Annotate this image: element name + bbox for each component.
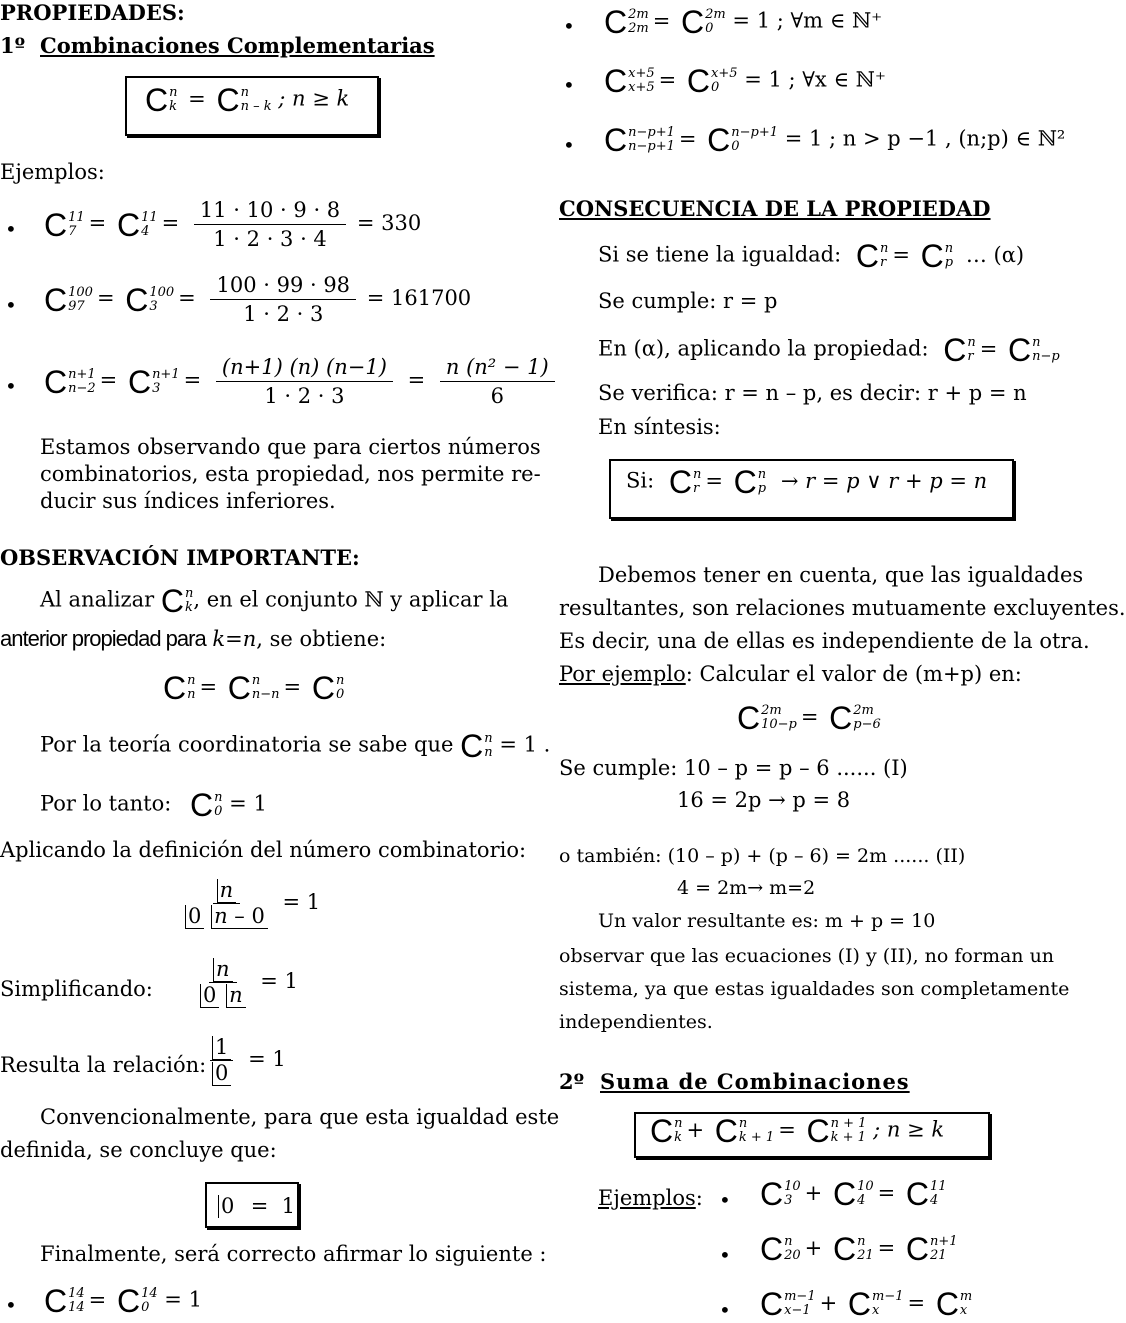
simplificando-label: Simplificando:: [0, 977, 153, 1001]
factorial-definition: $\frac{n}{0 n - 0}$ = 1: [185, 878, 320, 929]
bullet: •: [719, 1243, 731, 1267]
solution-line-4: 4 = 2m→ m=2: [677, 877, 816, 899]
example-2: C 100 97 = C 100 3 = $\frac{100 \cdot 99 \cdot 98}{1 \cdot 2 \cdot 3}$ = 161700: [44, 273, 472, 326]
solution-line-1: Se cumple: 10 – p = p – 6 ...... (I): [559, 756, 908, 780]
sum-example-2: C n 20 + C n 21 = C n+1 21: [760, 1231, 958, 1267]
paragraph-line: independientes.: [559, 1011, 713, 1033]
paragraph-line: Es decir, una de ellas es independiente de la otra.: [559, 629, 1090, 653]
example-prompt: Por ejemplo: Calcular el valor de (m+p) en:: [559, 662, 1022, 686]
paragraph-line: Estamos observando que para ciertos números: [40, 435, 541, 459]
convention-line-2: definida, se concluye que:: [0, 1138, 277, 1162]
subsection-1-title: Combinaciones Complementarias: [40, 33, 435, 58]
identity-formula: C n n = C n n−n = C n 0: [163, 670, 345, 706]
bullet: •: [5, 374, 17, 398]
observation-line-2: anterior propiedad para k=n, se obtiene:: [0, 626, 387, 651]
paragraph-line: sistema, ya que estas igualdades son completamente: [559, 978, 1070, 1000]
subsection-2-number: 2º: [559, 1069, 585, 1094]
convention-line-1: Convencionalmente, para que esta igualdad este: [40, 1105, 560, 1129]
example-1: C 11 7 = C 11 4 = $\frac{11 \cdot 10 \cdot 9 \cdot 8}{1 \cdot 2 \cdot 3 \cdot 4}$ = 330: [44, 198, 422, 251]
bullet: •: [563, 73, 575, 97]
subsection-2-title: Suma de Combinaciones: [600, 1069, 910, 1094]
formula-condition: ; n ≥ k: [278, 86, 350, 111]
section-title: PROPIEDADES:: [0, 0, 185, 25]
bullet: •: [563, 14, 575, 38]
right-example-2: C x+5 x+5 = C x+5 0 = 1 ; ∀x ∈ ℕ⁺: [604, 63, 886, 99]
bullet: •: [5, 1293, 17, 1317]
right-example-3: C n−p+1 n−p+1 = C n−p+1 0 = 1 ; n > p −1 , (n;p) ∈ ℕ²: [604, 122, 1066, 158]
subsection-1-number: 1º: [0, 33, 26, 58]
solution-line-2: 16 = 2p → p = 8: [677, 788, 851, 812]
consequence-line-2: Se cumple: r = p: [598, 289, 778, 313]
sum-example-1: C 10 3 + C 10 4 = C 11 4: [760, 1176, 947, 1212]
resulta-label: Resulta la relación:: [0, 1053, 207, 1077]
consequence-line-1: Si se tiene la igualdad: C n r = C n p … (α): [598, 238, 1025, 274]
result-formula: $\frac{1}{0}$ = 1: [210, 1035, 286, 1086]
bullet: •: [719, 1298, 731, 1322]
paragraph-line: ducir sus índices inferiores.: [40, 489, 336, 513]
examples-label: Ejemplos:: [0, 160, 105, 184]
bullet: •: [5, 217, 17, 241]
zero-factorial: 0 = 1: [218, 1194, 295, 1218]
paragraph-line: resultantes, son relaciones mutuamente excluyentes.: [559, 596, 1126, 620]
consequence-line-4: Se verifica: r = n – p, es decir: r + p = n: [598, 381, 1027, 405]
paragraph-line: observar que las ecuaciones (I) y (II), no forman un: [559, 945, 1055, 967]
simplified-formula: $\frac{n}{0 n}$ = 1: [200, 957, 298, 1008]
bullet: •: [563, 133, 575, 157]
right-example-1: C 2m 2m = C 2m 0 = 1 ; ∀m ∈ ℕ⁺: [604, 4, 883, 40]
sum-example-3: C m−1 x−1 + C m−1 x = C m x: [760, 1286, 973, 1322]
example-3: C n+1 n−2 = C n+1 3 = $\frac{(n+1) (n) (n-1)}{1 \cdot 2 \cdot 3}$ = $\frac{\text{n (n² − 1)}}{6}$: [44, 355, 559, 408]
consequence-title: CONSECUENCIA DE LA PROPIEDAD: [559, 196, 991, 221]
observation-title: OBSERVACIÓN IMPORTANTE:: [0, 545, 360, 570]
observation-line-1: Al analizar C n k , en el conjunto ℕ y aplicar la: [40, 583, 509, 619]
solution-line-3: o también: (10 – p) + (p – 6) = 2m ...... (II): [559, 845, 966, 867]
complementary-formula: C n k = C n n – k ; n ≥ k: [145, 82, 350, 118]
consequence-line-5: En síntesis:: [598, 415, 721, 439]
lotanto-line: Por lo tanto: C n 0 = 1: [40, 787, 267, 823]
aplicando-line: Aplicando la definición del número combinatorio:: [0, 838, 527, 862]
bullet: •: [719, 1188, 731, 1212]
example-last: C 14 14 = C 14 0 = 1: [44, 1283, 202, 1319]
problem-formula: C 2m 10−p = C 2m p−6: [737, 700, 881, 736]
paragraph-line: combinatorios, esta propiedad, nos permite re-: [40, 462, 541, 486]
sum-examples-label: Ejemplos:: [598, 1186, 703, 1210]
final-line: Finalmente, será correcto afirmar lo siguiente :: [40, 1242, 547, 1266]
teoria-line: Por la teoría coordinatoria se sabe que C n n = 1 .: [40, 728, 551, 764]
bullet: •: [5, 293, 17, 317]
solution-line-5: Un valor resultante es: m + p = 10: [598, 910, 936, 932]
synthesis-formula: Si: C n r = C n p → r = p ∨ r + p = n: [626, 464, 988, 500]
sum-formula: C n k + C n k + 1 = C n + 1 k + 1 ; n ≥ k: [650, 1113, 945, 1149]
paragraph-line: Debemos tener en cuenta, que las igualdades: [598, 563, 1084, 587]
consequence-line-3: En (α), aplicando la propiedad: C n r = C n n−p: [598, 332, 1060, 368]
